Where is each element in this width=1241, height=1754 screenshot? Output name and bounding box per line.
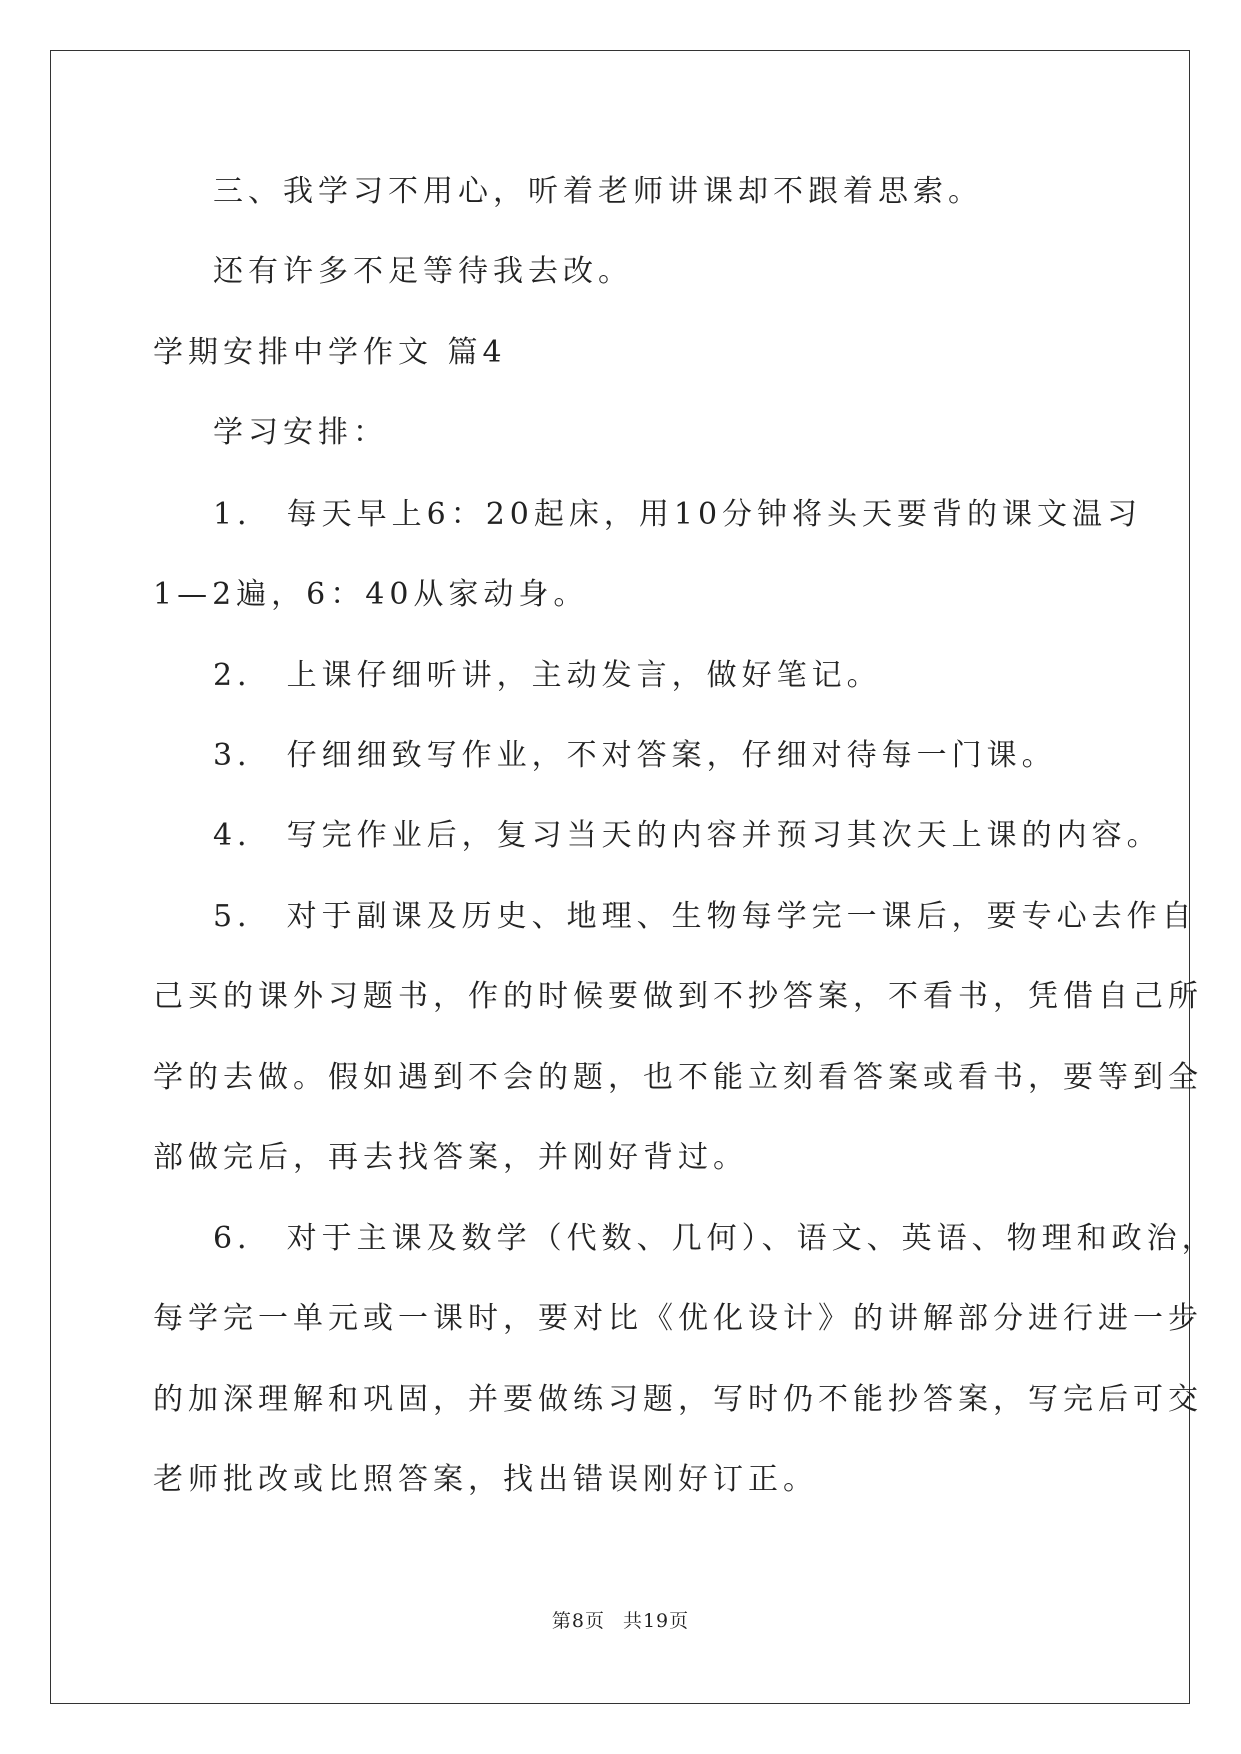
list-item-line: 部做完后，再去找答案，并刚好背过。 — [153, 1140, 748, 1175]
list-item-line: 老师批改或比照答案，找出错误刚好订正。 — [153, 1462, 818, 1497]
page-frame — [50, 50, 1190, 1704]
list-item-line: 4． 写完作业后，复习当天的内容并预习其次天上课的内容。 — [213, 818, 1162, 853]
list-item-line: 5． 对于副课及历史、地理、生物每学完一课后，要专心去作自 — [213, 899, 1197, 934]
list-item-line: 1． 每天早上6：20起床，用10分钟将头天要背的课文温习 — [213, 497, 1143, 532]
list-item-line: 己买的课外习题书，作的时候要做到不抄答案，不看书，凭借自己所 — [153, 979, 1203, 1014]
paragraph-line: 三、我学习不用心，听着老师讲课却不跟着思索。 — [213, 174, 983, 209]
page-total: 共19页 — [622, 1610, 690, 1632]
list-item-line: 3． 仔细细致写作业，不对答案，仔细对待每一门课。 — [213, 738, 1057, 773]
list-item-line: 每学完一单元或一课时，要对比《优化设计》的讲解部分进行进一步 — [153, 1301, 1203, 1336]
page-footer — [0, 1609, 1241, 1633]
list-item-line: 学的去做。假如遇到不会的题，也不能立刻看答案或看书，要等到全 — [153, 1060, 1203, 1095]
list-item-line: 6． 对于主课及数学（代数、几何）、语文、英语、物理和政治， — [213, 1221, 1217, 1256]
list-item-line: 2． 上课仔细听讲，主动发言，做好笔记。 — [213, 658, 882, 693]
page-number: 第8页 — [551, 1610, 605, 1632]
section-heading: 学期安排中学作文 篇4 — [153, 335, 507, 370]
list-item-line: 1—2遍，6：40从家动身。 — [153, 577, 589, 612]
paragraph-line: 还有许多不足等待我去改。 — [213, 254, 633, 289]
paragraph-line: 学习安排： — [213, 415, 388, 450]
list-item-line: 的加深理解和巩固，并要做练习题，写时仍不能抄答案，写完后可交 — [153, 1382, 1203, 1417]
